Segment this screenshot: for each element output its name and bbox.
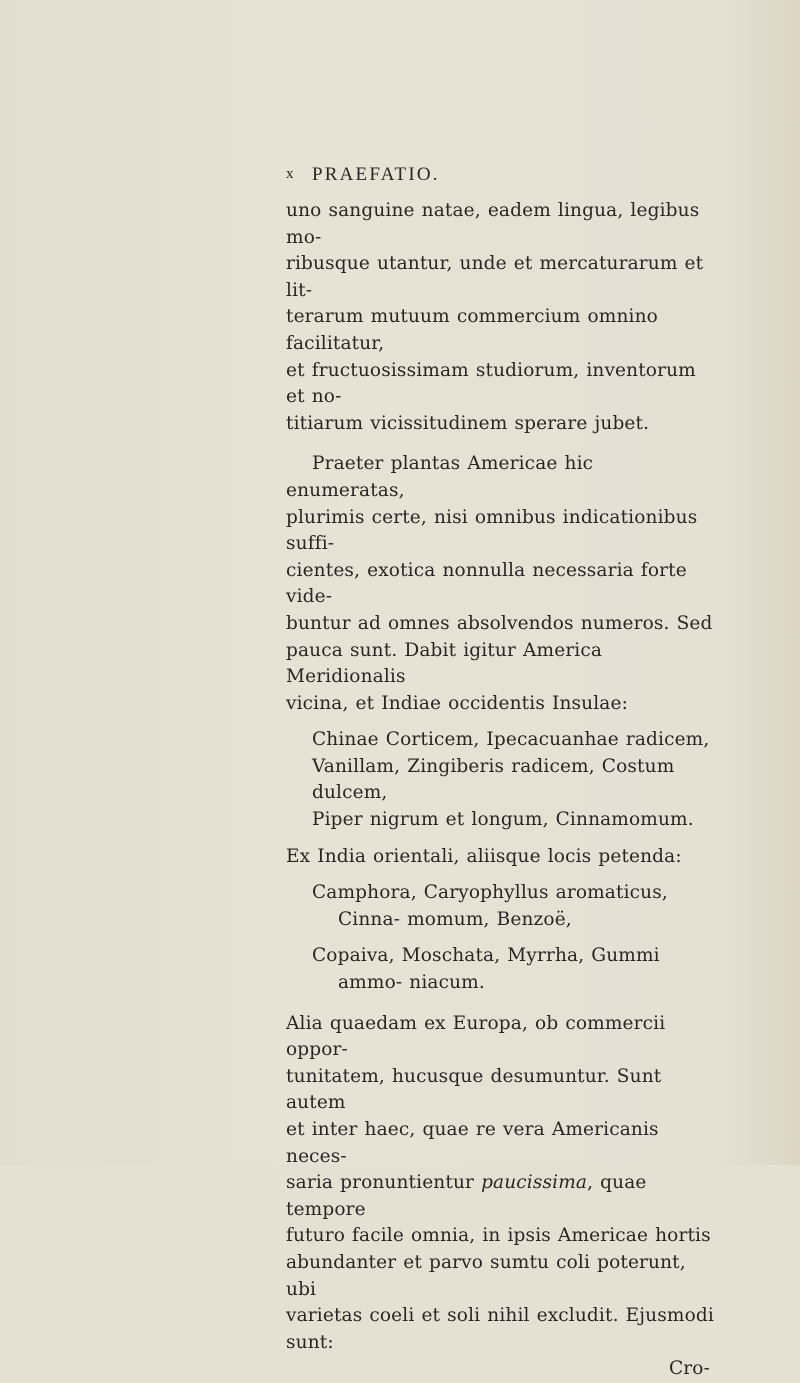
text-line: Alia quaedam ex Europa, ob commercii oppor- [286,1012,666,1061]
body-text [286,198,716,1383]
list-american-drugs [286,727,716,833]
italic-word: paucissima [481,1172,588,1194]
list-item: Camphora, Caryophyllus aromaticus, Cinna- momum, Benzoë, [312,882,668,930]
text-line: pauca sunt. Dabit igitur America Meridionalis [286,639,603,688]
text-line: sunt: [286,1331,334,1353]
paragraph-2 [286,451,716,717]
paragraph-1 [286,198,716,437]
text-line: Praeter plantas Americae hic enumeratas, [286,453,594,501]
text-line: abundanter et parvo sumtu coli poterunt, ubi [286,1251,686,1300]
text-line: vicina, et Indiae occidentis Insulae: [286,692,628,714]
text-line: buntur ad omnes absolvendos numeros. Sed [286,612,713,634]
text-line: cientes, exotica nonnulla necessaria forte vide- [286,559,687,608]
text-line: varietas coeli et soli nihil excludit. Ejusmodi [286,1305,714,1327]
text-line: et inter haec, quae re vera Americanis neces- [286,1119,659,1167]
catchword: Cro- [669,1358,710,1380]
text-line: futuro facile omnia, in ipsis Americae hortis [286,1225,711,1247]
text-line: tunitatem, hucusque desumuntur. Sunt autem [286,1065,662,1114]
text-line: saria pronuntientur paucissima, quae tempore [286,1172,647,1220]
text-line: titiarum vicissitudinem sperare jubet. [286,412,650,434]
paragraph-4 [286,1011,716,1357]
running-head: PRAEFATIO. [312,164,440,185]
text-line: plurimis certe, nisi omnibus indicationibus suffi- [286,506,698,555]
text-line: terarum mutuum commercium omnino facilitatur, [286,306,658,354]
text-line: uno sanguine natae, eadem lingua, legibus mo- [286,200,700,248]
paragraph-3: Ex India orientali, aliisque locis petenda: [286,845,682,867]
list-item: Piper nigrum et longum, Cinnamomum. [312,809,694,831]
page-header [0,164,800,194]
text-line: et fructuosissimam studiorum, inventorum et no- [286,359,696,408]
text-line: ribusque utantur, unde et mercaturarum et lit- [286,253,704,301]
list-item: Chinae Corticem, Ipecacuanhae radicem, [312,729,710,751]
page-number: x [286,166,295,182]
list-item: Vanillam, Zingiberis radicem, Costum dulcem, [312,755,675,804]
list-item: Copaiva, Moschata, Myrrha, Gummi ammo- niacum. [312,945,660,994]
list-oriental-drugs [286,880,716,996]
